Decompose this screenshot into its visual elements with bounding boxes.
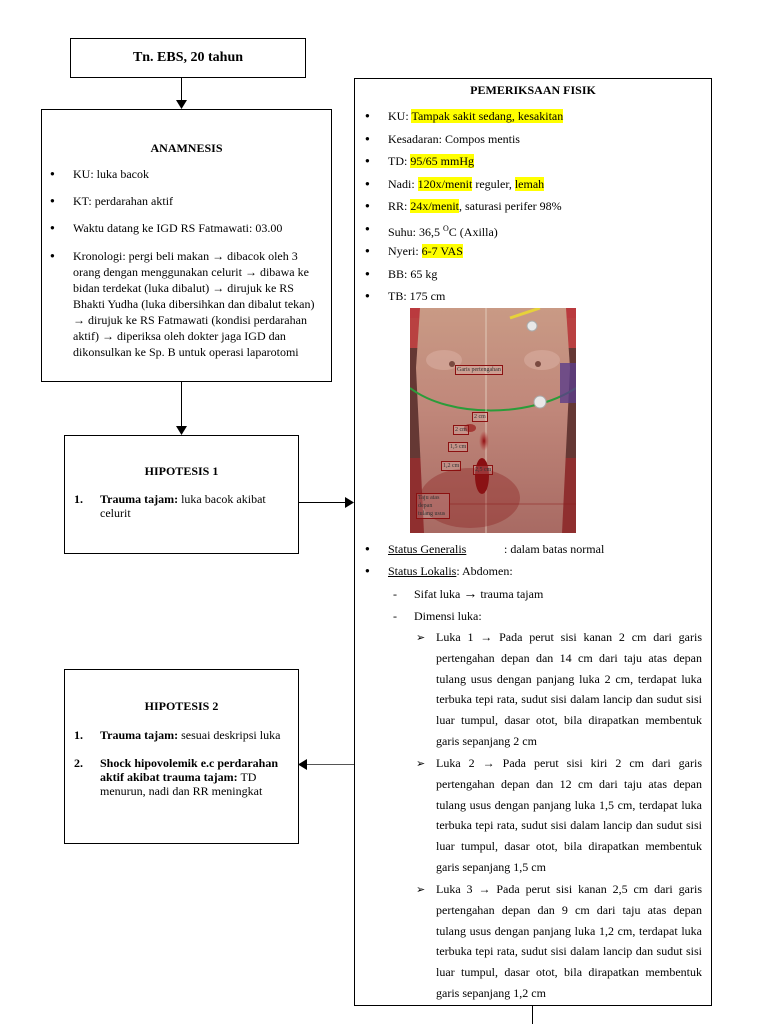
list-item: [65, 756, 284, 798]
status-generalis-item: [357, 542, 707, 564]
patient-box: [70, 38, 306, 78]
luka-2: Luka 2 → Pada perut sisi kiri 2 cm dari garis pertengahan depan dan 12 cm dari taju atas depan tulang usus dengan panjang luka 1,5 cm, terdapat luka terbuka tepi rata, sudut sisi dalam lancip dan sudut sisi luar tumpul, dasar otot, bila dirapatkan membentuk garis sepanjang 1,5 cm: [436, 756, 702, 874]
anamnesis-title: ANAMNESIS: [150, 141, 223, 155]
anamnesis-box: [41, 109, 332, 382]
rr-item: [357, 199, 707, 222]
hipotesis2-title: HIPOTESIS 2: [144, 699, 219, 713]
item-number: 2.: [74, 756, 83, 770]
anamnesis-list: [42, 167, 331, 360]
label-taju-atas: Taju atas depan tulang usus: [416, 493, 450, 519]
list-item: ● KT: perdarahan aktif: [42, 194, 317, 208]
label-wound-2cm-b: 2 cm: [455, 427, 467, 433]
vitals-list: [357, 109, 707, 312]
arrow-right-icon: →: [463, 587, 478, 602]
item-text: sesuai deskripsi luka: [178, 728, 281, 742]
td-label: TD:: [388, 154, 411, 168]
rr-label: RR:: [388, 199, 411, 213]
status-lokalis-item: [357, 564, 707, 586]
td-value: 95/65 mmHg: [410, 154, 475, 168]
sifat-luka-post: trauma tajam: [477, 587, 544, 601]
list-item: ● Waktu datang ke IGD RS Fatmawati: 03.00: [42, 221, 317, 235]
list-item: ● Kronologi: pergi beli makan → dibacok oleh 3 orang dengan menggunakan celurit → dibawa ke bidan terdekat (luka dibalut) → dirujuk ke RS Bhakti Yudha (luka dibersihkan dan dibalut tekan) → dirujuk ke RS Fatmawati (kondisi perdarahan aktif) → diperiksa oleh dokter jaga IGD dan dikonsulkan ke Sp. B untuk operasi laparotomi: [42, 248, 317, 360]
luka-1: Luka 1 → Pada perut sisi kanan 2 cm dari garis pertengahan depan dan 14 cm dari taju atas depan tulang usus dengan panjang luka 2 cm, terdapat luka terbuka tepi rata, sudut sisi dalam lancip dan sudut sisi luar tumpul, dasar otot, bila dirapatkan membentuk garis sepanjang 2 cm: [436, 630, 702, 748]
pemeriksaan-title: PEMERIKSAAN FISIK: [470, 83, 596, 97]
bb-item: ● BB: 65 kg: [357, 267, 707, 290]
label-wound-1-5cm: 1,5 cm: [450, 444, 467, 450]
hipotesis1-list: [65, 492, 298, 520]
status-lokalis-label: Status Lokalis: [388, 564, 457, 578]
nadi-label: Nadi:: [388, 176, 418, 191]
hipotesis2-list: [65, 728, 298, 798]
hipotesis1-box: [64, 435, 299, 554]
item-bold: Trauma tajam:: [100, 728, 179, 742]
item-bold: Shock hipovolemik e.c perdarahan aktif akibat trauma tajam:: [100, 756, 279, 784]
item-bold: Trauma tajam:: [100, 492, 179, 506]
rr-value: 24x/menit: [410, 199, 460, 213]
patient-label: Tn. EBS, 20 tahun: [132, 50, 244, 65]
bullet-arrow-icon: ➢: [416, 758, 426, 770]
connector-line: [181, 78, 182, 102]
connector-line: [307, 764, 354, 765]
connector-line: [181, 382, 182, 428]
ku-label: KU:: [388, 109, 412, 123]
suhu-sup: O: [443, 223, 449, 233]
status-list: [357, 542, 707, 586]
list-item: ● KU: luka bacok: [42, 167, 317, 181]
ku-value: Tampak sakit sedang, kesakitan: [411, 109, 564, 123]
nadi-value: 120x/menit: [417, 176, 473, 191]
nyeri-label: Nyeri:: [388, 244, 422, 258]
item-text: luka bacok akibat celurit: [100, 492, 266, 520]
connector-line: [299, 502, 347, 503]
dimensi-luka-label: Dimensi luka:: [414, 609, 482, 623]
luka-3: Luka 3 → Pada perut sisi kanan 2,5 cm dari garis pertengahan depan dan 9 cm dari taju atas depan tulang usus dengan panjang luka 1,2 cm, terdapat luka terbuka tepi rata, sudut sisi dalam lancip dan sudut sisi luar tumpul, dasar otot, bila dirapatkan membentuk garis sepanjang 1,2 cm: [436, 882, 702, 1000]
bullet-arrow-icon: ➢: [416, 632, 426, 644]
list-item: [65, 728, 284, 742]
label-wound-1-2cm: 1,2 cm: [443, 463, 460, 469]
item-number: 1.: [74, 492, 83, 506]
status-lokalis-value: : Abdomen:: [456, 564, 513, 578]
nadi-value2: lemah: [514, 176, 545, 191]
dimensi-luka-item: - Dimensi luka:: [393, 609, 482, 623]
ku-item: [357, 109, 707, 132]
abdomen-photo: [410, 308, 576, 533]
nadi-mid: reguler,: [472, 176, 515, 191]
sifat-luka-pre: Sifat luka: [414, 587, 464, 601]
item-number: 1.: [74, 728, 83, 742]
status-generalis-label: Status Generalis: [388, 542, 467, 556]
item-text: TD menurun, nadi dan RR meningkat: [100, 770, 263, 798]
suhu-item: [357, 222, 707, 245]
nyeri-item: [357, 244, 707, 267]
label-wound-2-5cm: 2,5 cm: [475, 467, 492, 473]
list-item: [65, 492, 278, 520]
kesadaran-item: ● Kesadaran: Compos mentis: [357, 132, 707, 155]
arrow-left-icon: [298, 759, 308, 771]
nyeri-value: 6-7 VAS: [421, 244, 463, 258]
status-generalis-value: : dalam batas normal: [504, 542, 605, 556]
sifat-luka-item: - Sifat luka → trauma tajam: [393, 587, 544, 602]
label-wound-2cm-a: 2 cm: [474, 414, 486, 420]
label-garis-pertengahan: Garis pertengahan: [457, 367, 501, 373]
bullet-arrow-icon: ➢: [416, 884, 426, 896]
nadi-item: [357, 177, 707, 200]
connector-line: [532, 1006, 533, 1024]
hipotesis1-title: HIPOTESIS 1: [144, 464, 219, 478]
suhu-pre: Suhu: 36,5: [388, 224, 444, 239]
tb-item: ● TB: 175 cm: [357, 289, 707, 312]
suhu-post: C (Axilla): [448, 224, 498, 239]
hipotesis2-box: [64, 669, 299, 844]
rr-rest: , saturasi perifer 98%: [459, 199, 562, 213]
td-item: [357, 154, 707, 177]
